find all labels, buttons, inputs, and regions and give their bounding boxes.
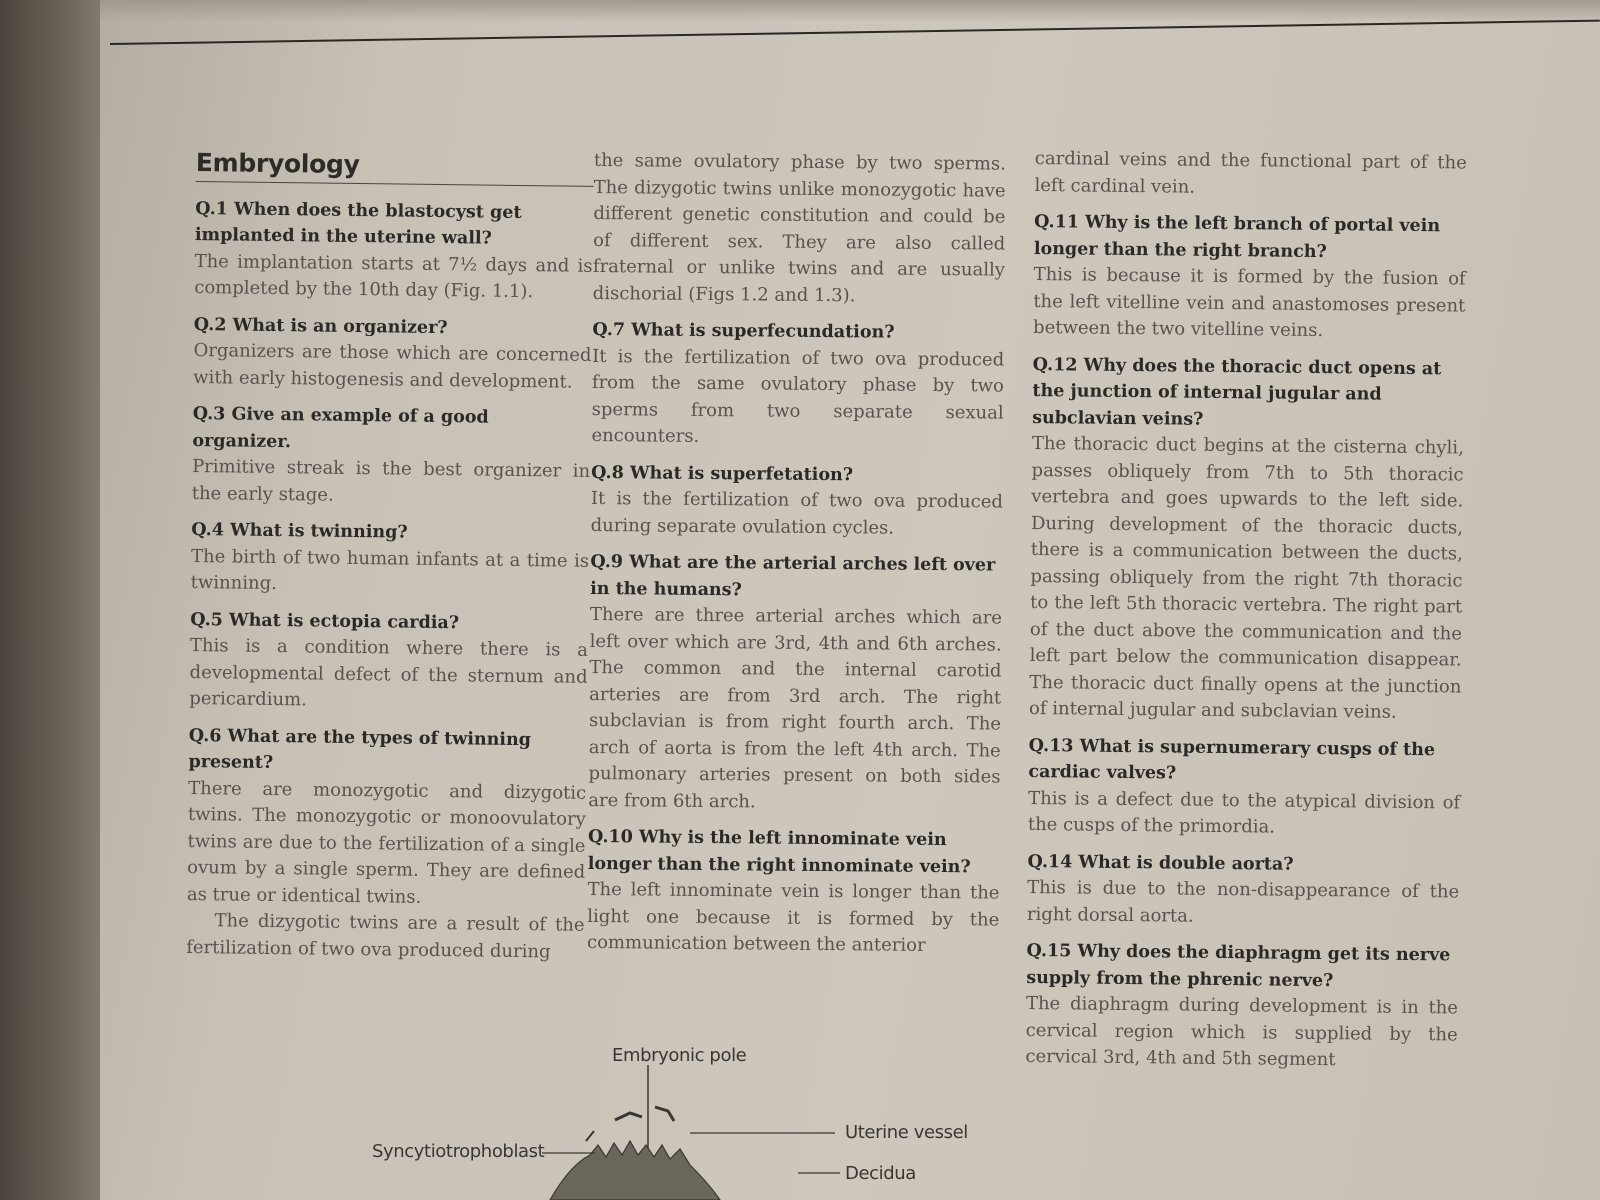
question-title: Q.4 What is twinning? xyxy=(191,519,408,543)
vessel-fragment xyxy=(586,1131,594,1141)
question-title: Q.14 What is double aorta? xyxy=(1027,851,1294,875)
answer-text: This is due to the non-disappearance of the right dorsal aorta. xyxy=(1026,876,1460,927)
vessel-fragment xyxy=(655,1107,674,1121)
answer-text: This is because it is formed by the fusion of the left vitelline vein and anastomoses present between the two vitelline veins. xyxy=(1032,263,1466,342)
question-title: Q.11 Why is the left branch of portal vein longer than the right branch? xyxy=(1033,211,1441,262)
qa-item-15 xyxy=(1025,938,1458,1075)
question-title: Q.15 Why does the diaphragm get its nerve supply from the phrenic nerve? xyxy=(1026,940,1451,991)
answer-text: The diaphragm during development is in the cervical region which is supplied by the cervical 3rd, 4th and 5th segment xyxy=(1025,992,1459,1071)
qa-item-12 xyxy=(1029,351,1465,727)
question-title: Q.5 What is ectopia cardia? xyxy=(190,609,460,633)
qa-item-9 xyxy=(588,549,1002,818)
question-title: Q.13 What is supernumerary cusps of the cardiac valves? xyxy=(1028,735,1436,784)
answer-text: This is a defect due to the atypical division of the cusps of the primordia. xyxy=(1027,787,1461,838)
qa-item-7 xyxy=(591,317,1004,453)
answer-text: The birth of two human infants at a time is twinning. xyxy=(190,545,590,595)
qa-item-1 xyxy=(194,195,593,306)
qa-item-2 xyxy=(193,311,592,395)
answer-continuation: cardinal veins and the functional part of the left cardinal vein. xyxy=(1034,147,1467,198)
question-title: Q.2 What is an organizer? xyxy=(193,314,448,338)
implantation-figure xyxy=(250,1045,1010,1200)
header-rule xyxy=(110,20,1600,45)
answer-text: This is a condition where there is a developmental defect of the sternum and pericardium. xyxy=(189,634,589,711)
answer-text: Organizers are those which are concerned with early histogenesis and development. xyxy=(193,339,592,393)
answer-text: Primitive streak is the best organizer in the early stage. xyxy=(191,455,591,506)
qa-item-13 xyxy=(1028,732,1461,843)
question-title: Q.1 When does the blastocyst get implanted in the uterine wall? xyxy=(194,198,522,249)
question-title: Q.8 What is superfetation? xyxy=(591,462,854,485)
column-3 xyxy=(1025,146,1467,1075)
vessel-fragment xyxy=(615,1113,642,1120)
label-embryonic-pole: Embryonic pole xyxy=(612,1045,747,1066)
question-title: Q.3 Give an example of a good organizer. xyxy=(192,403,489,452)
qa-item-10 xyxy=(587,824,1000,960)
column-2 xyxy=(587,148,1006,960)
qa-item-5 xyxy=(189,606,588,717)
qa-item-11 xyxy=(1033,209,1466,346)
qa-item-14 xyxy=(1027,848,1460,932)
answer-continuation: the same ovulatory phase by two sperms. The dizygotic twins unlike monozygotic have different genetic constitution and could be of different sex. They are also called fraternal or unlike twins and are usually dischorial (Figs 1.2 and 1.3). xyxy=(592,149,1006,306)
question-title: Q.12 Why does the thoracic duct opens at the junction of internal jugular and subclavian veins? xyxy=(1032,354,1442,430)
answer-text: It is the fertilization of two ova produced from the same ovulatory phase by two sperms from two separate sexual encounters. xyxy=(591,345,1005,447)
header-shadow xyxy=(100,0,1600,22)
qa-item-6 xyxy=(186,722,587,965)
label-decidua: Decidua xyxy=(845,1163,916,1184)
question-title: Q.7 What is superfecundation? xyxy=(592,319,895,343)
answer-paragraph-2: The dizygotic twins are a result of the fertilization of two ova produced during xyxy=(186,910,585,962)
label-uterine-vessel: Uterine vessel xyxy=(845,1122,968,1143)
section-title: Embryology xyxy=(196,150,594,186)
answer-text: There are three arterial arches which are left over which are 3rd, 4th and 6th arches. The common and the internal carotid arteries are from 3rd arch. The right subclavian is from right fourth arch. The arch of aorta is from the left 4th arch. The pulmonary arteries present on both sides are from 6th arch. xyxy=(588,603,1003,812)
syncytiotrophoblast-shape xyxy=(550,1141,720,1200)
question-title: Q.10 Why is the left innominate vein longer than the right innominate vein? xyxy=(587,826,971,877)
question-title: Q.6 What are the types of twinning present? xyxy=(188,725,532,773)
answer-text: There are monozygotic and dizygotic twins. The monozygotic or monoovulatory twins are due to the fertilization of a single ovum by a single sperm. They are defined as true or identical twins. xyxy=(186,777,587,908)
question-title: Q.9 What are the arterial arches left over in the humans? xyxy=(590,551,996,600)
column-1 xyxy=(186,150,594,966)
answer-text: It is the fertilization of two ova produced during separate ovulation cycles. xyxy=(590,487,1004,539)
qa-item-8 xyxy=(591,459,1004,542)
answer-text: The implantation starts at 7½ days and is completed by the 10th day (Fig. 1.1). xyxy=(194,250,593,303)
qa-item-3 xyxy=(192,401,591,512)
label-syncytiotrophoblast: Syncytiotrophoblast xyxy=(372,1141,545,1162)
book-page xyxy=(100,0,1600,1200)
answer-text: The left innominate vein is longer than the light one because it is formed by the communication between the anterior xyxy=(586,878,1000,956)
answer-text: The thoracic duct begins at the cisterna chyli, passes obliquely from 7th to 5th thoracic vertebra and goes upwards to the left side. During development of the thoracic ducts, there is a communication between the ducts, passing obliquely from the right 7th thoracic to the left 5th thoracic vertebra. The right part of the duct above the communication and the left part below the communication disappear. The thoracic duct finally opens at the junction of internal jugular and subclavian veins. xyxy=(1028,432,1464,723)
qa-item-4 xyxy=(191,517,590,601)
